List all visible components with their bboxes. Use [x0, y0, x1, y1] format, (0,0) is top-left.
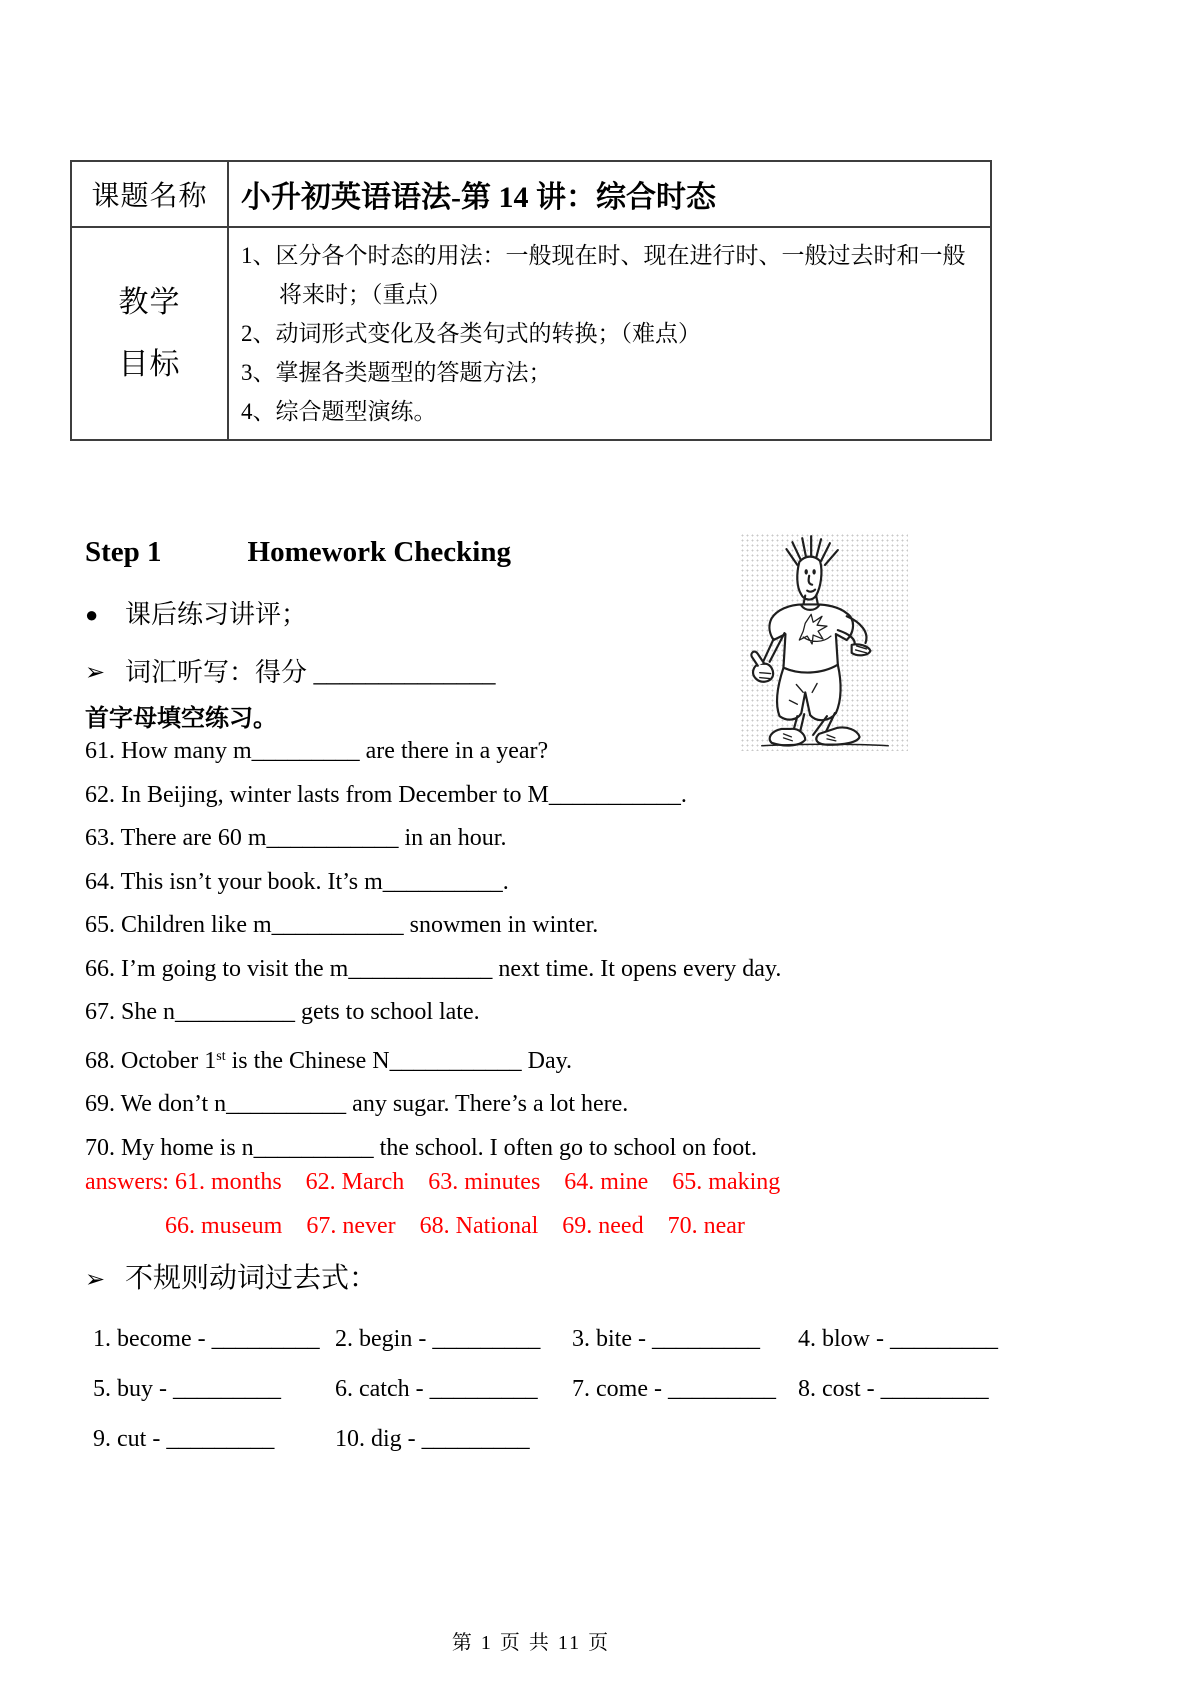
verb-item: 7. come - _________	[572, 1375, 776, 1402]
irregular-verbs-grid	[93, 1314, 1113, 1464]
objectives-row	[71, 227, 991, 440]
step1-heading	[85, 536, 511, 569]
exercise-item-65: 65. Children like m___________ snowmen in winter.	[85, 912, 599, 938]
objective-item: 2、动词形式变化及各类句式的转换；（难点）	[241, 321, 701, 346]
irregular-verbs-title: 不规则动词过去式：	[125, 1263, 378, 1294]
fill-in-heading: 首字母填空练习。	[85, 705, 277, 732]
lesson-info-table	[70, 160, 992, 441]
review-bullet-line	[85, 594, 307, 631]
arrow-icon: ➢	[85, 1267, 106, 1293]
exercise-item-66: 66. I’m going to visit the m____________ next time. It opens every day.	[85, 955, 782, 982]
verb-item: 2. begin - _________	[335, 1325, 541, 1352]
verb-row	[93, 1364, 1113, 1414]
dictation-score-blank: ______________	[313, 658, 496, 687]
verb-row	[93, 1414, 1113, 1464]
exercise-item-68	[85, 1035, 965, 1084]
label-spacer	[73, 321, 226, 347]
step1-label: Step 1	[85, 536, 162, 568]
objectives-content	[228, 227, 991, 440]
answers-line-1: answers: 61. months 62. March 63. minutes 64. mine 65. making	[85, 1169, 781, 1195]
thumb	[751, 652, 763, 666]
verb-item: 3. bite - _________	[572, 1325, 760, 1352]
irregular-verbs-heading	[85, 1256, 377, 1296]
objectives-label	[71, 227, 228, 440]
arrow-icon: ➢	[85, 660, 106, 686]
exercise-item-63: 63. There are 60 m___________ in an hour.	[85, 825, 507, 851]
verb-row	[93, 1314, 1113, 1364]
verb-item: 1. become - _________	[93, 1325, 320, 1352]
item-68-ordinal-suffix: st	[216, 1048, 226, 1064]
review-text: 课后练习讲评；	[125, 600, 308, 629]
item-68-post: is the Chinese N___________ Day.	[225, 1047, 573, 1074]
page-number-footer: 第 1 页 共 11 页	[451, 1632, 611, 1654]
thumbs-up-boy-cartoon	[740, 533, 908, 751]
exercise-item-69: 69. We don’t n__________ any sugar. There’s a lot here.	[85, 1091, 629, 1117]
answers-line-2: 66. museum 67. never 68. National 69. need 70. near	[165, 1213, 745, 1239]
fill-in-exercise-list	[85, 730, 965, 1170]
verb-item: 10. dig - _________	[335, 1425, 530, 1452]
dictation-line	[85, 652, 496, 689]
objectives-label-line1: 教学	[118, 285, 181, 319]
objective-item: 1、区分各个时态的用法：一般现在时、现在进行时、一般过去时和一般将来时；（重点）	[241, 243, 966, 307]
course-title: 小升初英语语法-第 14 讲：综合时态	[228, 161, 991, 227]
verb-item: 6. catch - _________	[335, 1375, 538, 1402]
exercise-item-70: 70. My home is n__________ the school. I often go to school on foot.	[85, 1134, 757, 1161]
verb-item: 9. cut - _________	[93, 1425, 275, 1452]
eye	[805, 569, 808, 575]
verb-item: 5. buy - _________	[93, 1375, 281, 1402]
verb-item: 8. cost - _________	[798, 1375, 989, 1402]
item-68-pre: 68. October 1	[85, 1047, 217, 1074]
objective-item: 3、掌握各类题型的答题方法；	[241, 360, 552, 385]
step1-title: Homework Checking	[247, 536, 511, 568]
exercise-item-67: 67. She n__________ gets to school late.	[85, 999, 480, 1025]
dictation-label: 词汇听写：得分	[125, 658, 308, 687]
objective-item: 4、综合题型演练。	[241, 399, 437, 424]
exercise-item-61: 61. How many m_________ are there in a year?	[85, 738, 549, 764]
verb-item: 4. blow - _________	[798, 1325, 998, 1352]
bullet-icon: ●	[85, 602, 99, 627]
course-label: 课题名称	[71, 161, 228, 227]
right-hand	[852, 644, 871, 655]
pants	[777, 665, 841, 720]
objectives-label-line2: 目标	[118, 347, 181, 381]
eye	[812, 569, 815, 575]
exercise-item-64: 64. This isn’t your book. It’s m__________.	[85, 868, 509, 895]
course-title-row	[71, 161, 991, 227]
exercise-item-62: 62. In Beijing, winter lasts from December to M___________.	[85, 781, 687, 808]
